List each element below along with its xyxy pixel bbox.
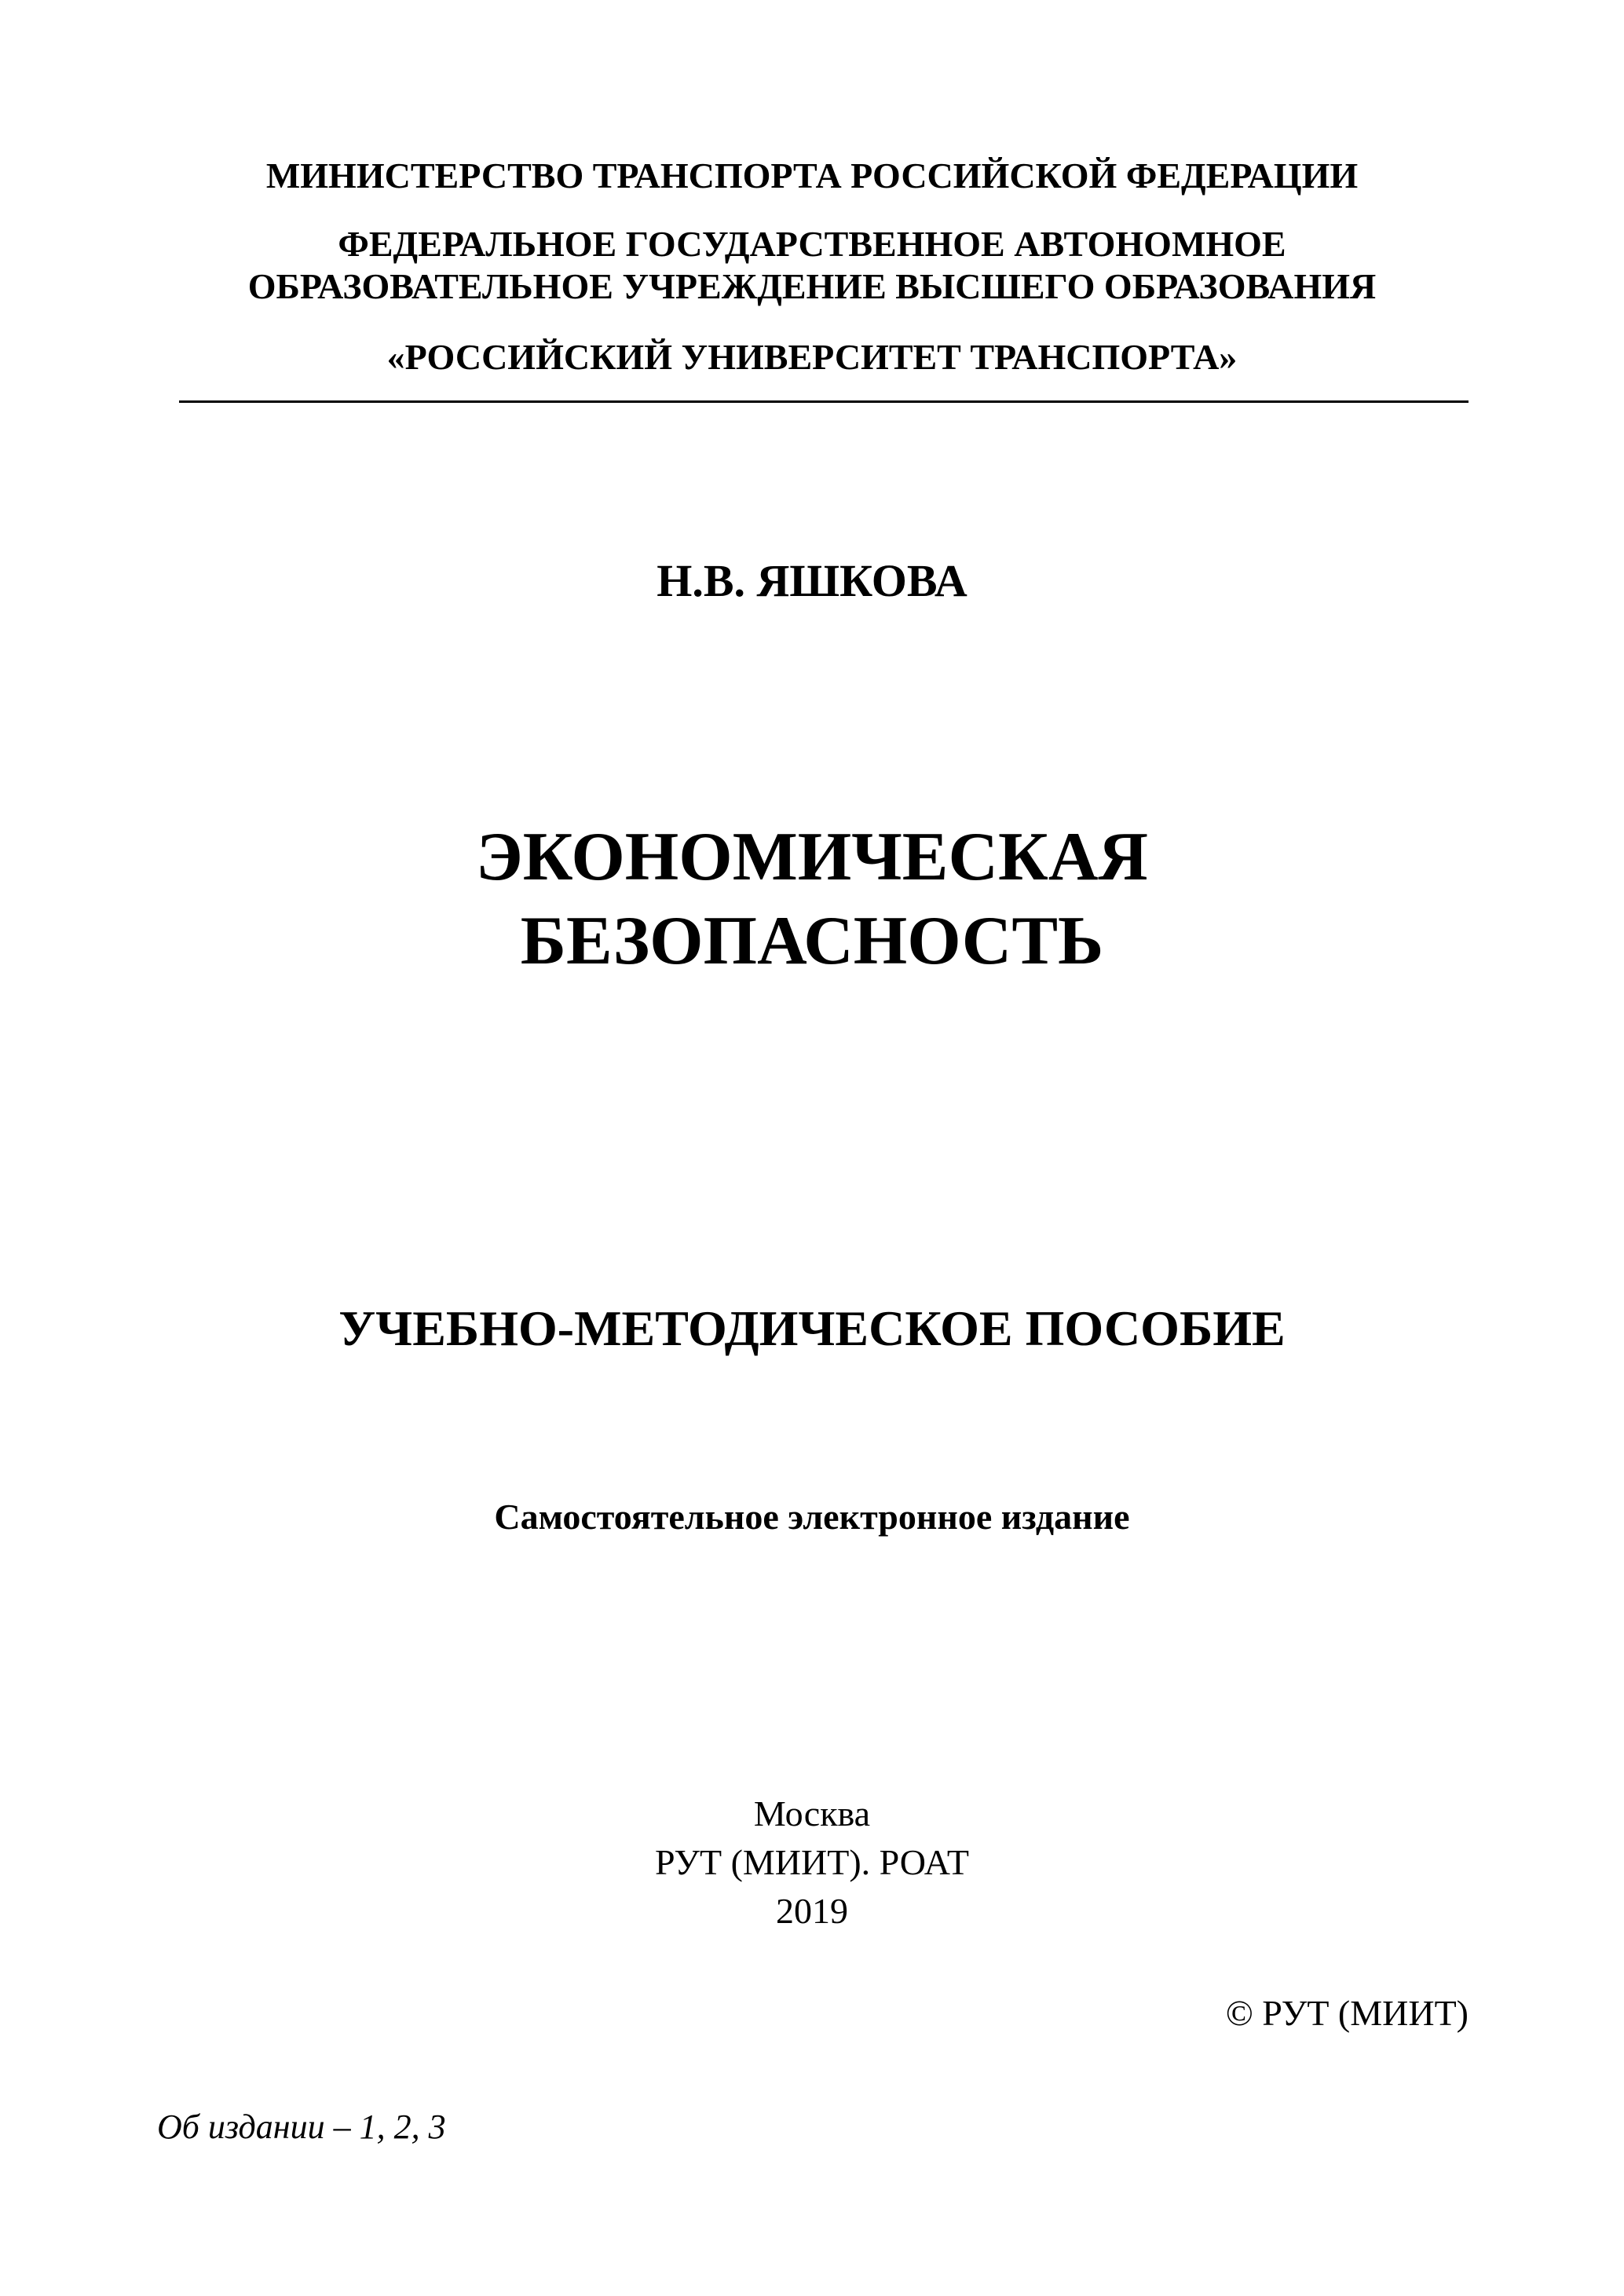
institution-heading-line2: ОБРАЗОВАТЕЛЬНОЕ УЧРЕЖДЕНИЕ ВЫСШЕГО ОБРАЗОВАНИЯ	[247, 266, 1377, 306]
about-edition-link[interactable]: Об издании – 1, 2, 3	[157, 2108, 446, 2146]
imprint-city: Москва	[753, 1793, 871, 1834]
ministry-heading: МИНИСТЕРСТВО ТРАНСПОРТА РОССИЙСКОЙ ФЕДЕРАЦИИ	[265, 155, 1359, 196]
book-title-line2: БЕЗОПАСНОСТЬ	[520, 903, 1104, 979]
book-title-line1: ЭКОНОМИЧЕСКАЯ	[476, 819, 1148, 895]
copyright-notice: © РУТ (МИИТ)	[1225, 1993, 1469, 2033]
institution-heading-line1: ФЕДЕРАЛЬНОЕ ГОСУДАРСТВЕННОЕ АВТОНОМНОЕ	[338, 224, 1286, 264]
university-heading: «РОССИЙСКИЙ УНИВЕРСИТЕТ ТРАНСПОРТА»	[386, 337, 1238, 377]
imprint-publisher: РУТ (МИИТ). РОАТ	[654, 1842, 970, 1882]
edition-type: Самостоятельное электронное издание	[494, 1497, 1130, 1537]
imprint-year: 2019	[776, 1891, 848, 1931]
book-subtitle: УЧЕБНО-МЕТОДИЧЕСКОЕ ПОСОБИЕ	[338, 1300, 1286, 1356]
header-divider	[179, 400, 1469, 403]
author-name: Н.В. ЯШКОВА	[657, 555, 967, 606]
